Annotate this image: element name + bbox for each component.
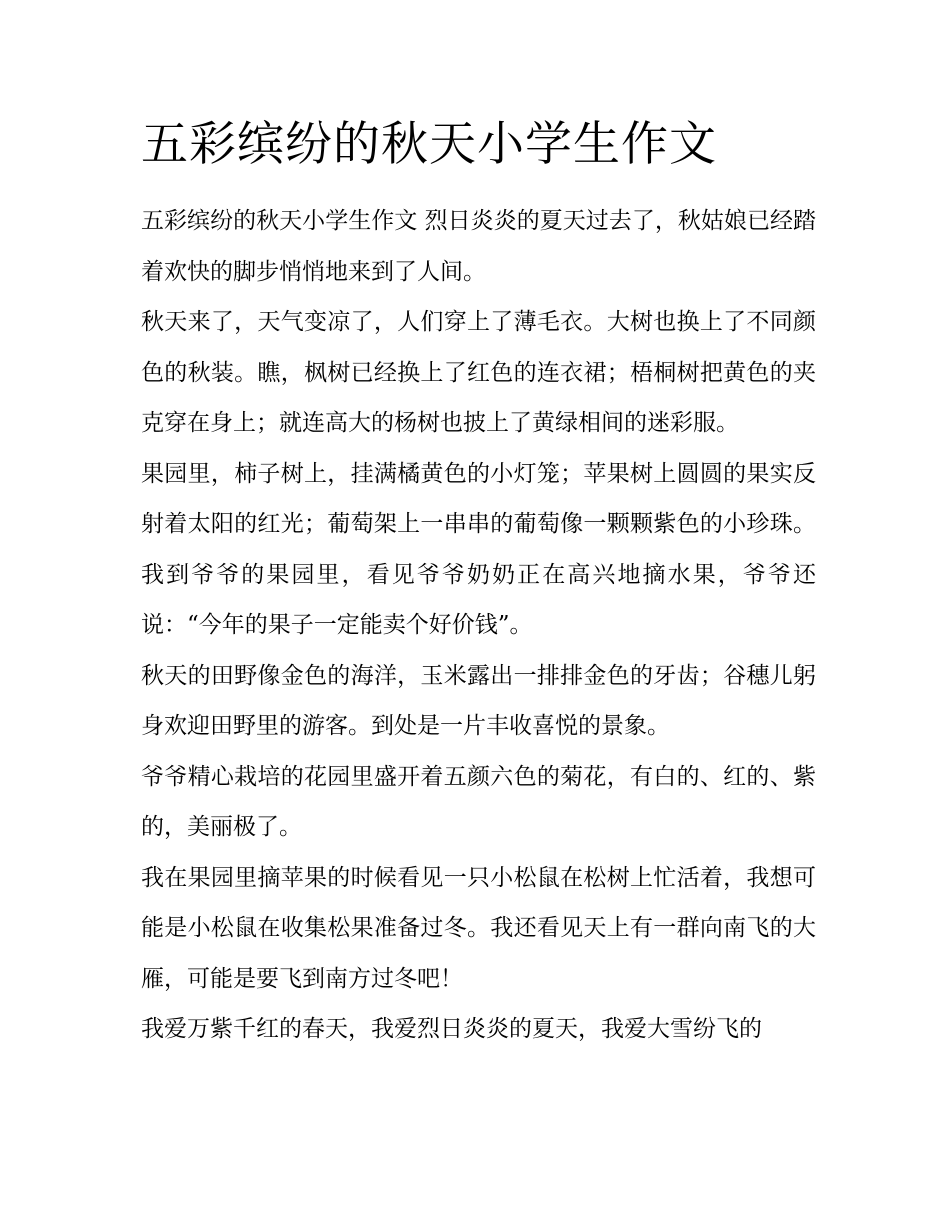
paragraph-autumn-trees: 秋天来了，天气变凉了，人们穿上了薄毛衣。大树也换上了不同颜色的秋装。瞧，枫树已经换上了红色的连衣裙；梧桐树把黄色的夹克穿在身上；就连高大的杨树也披上了黄绿相间的迷彩服。 bbox=[141, 309, 816, 436]
paragraph-fields: 秋天的田野像金色的海洋，玉米露出一排排金色的牙齿；谷穗儿躬身欢迎田野里的游客。到处是一片丰收喜悦的景象。 bbox=[141, 662, 816, 739]
paragraph-seasons: 我爱万紫千红的春天，我爱烈日炎炎的夏天，我爱大雪纷飞的 bbox=[141, 1016, 762, 1042]
document-body bbox=[141, 196, 816, 1055]
document-title: 五彩缤纷的秋天小学生作文 bbox=[141, 117, 717, 172]
document-content bbox=[141, 112, 816, 1055]
paragraph-squirrel-geese: 我在果园里摘苹果的时候看见一只小松鼠在松树上忙活着，我想可能是小松鼠在收集松果准备过冬。我还看见天上有一群向南飞的大雁，可能是要飞到南方过冬吧！ bbox=[141, 864, 816, 992]
paragraph-chrysanthemums: 爷爷精心栽培的花园里盛开着五颜六色的菊花，有白的、红的、紫的，美丽极了。 bbox=[141, 763, 816, 840]
paragraph-intro: 五彩缤纷的秋天小学生作文 烈日炎炎的夏天过去了，秋姑娘已经踏着欢快的脚步悄悄地来到了人间。 bbox=[141, 208, 816, 285]
paragraph-orchard: 果园里，柿子树上，挂满橘黄色的小灯笼；苹果树上圆圆的果实反射着太阳的红光；葡萄架上一串串的葡萄像一颗颗紫色的小珍珠。我到爷爷的果园里，看见爷爷奶奶正在高兴地摘水果，爷爷还说：“今年的果子一定能卖个好价钱”。 bbox=[141, 460, 816, 638]
